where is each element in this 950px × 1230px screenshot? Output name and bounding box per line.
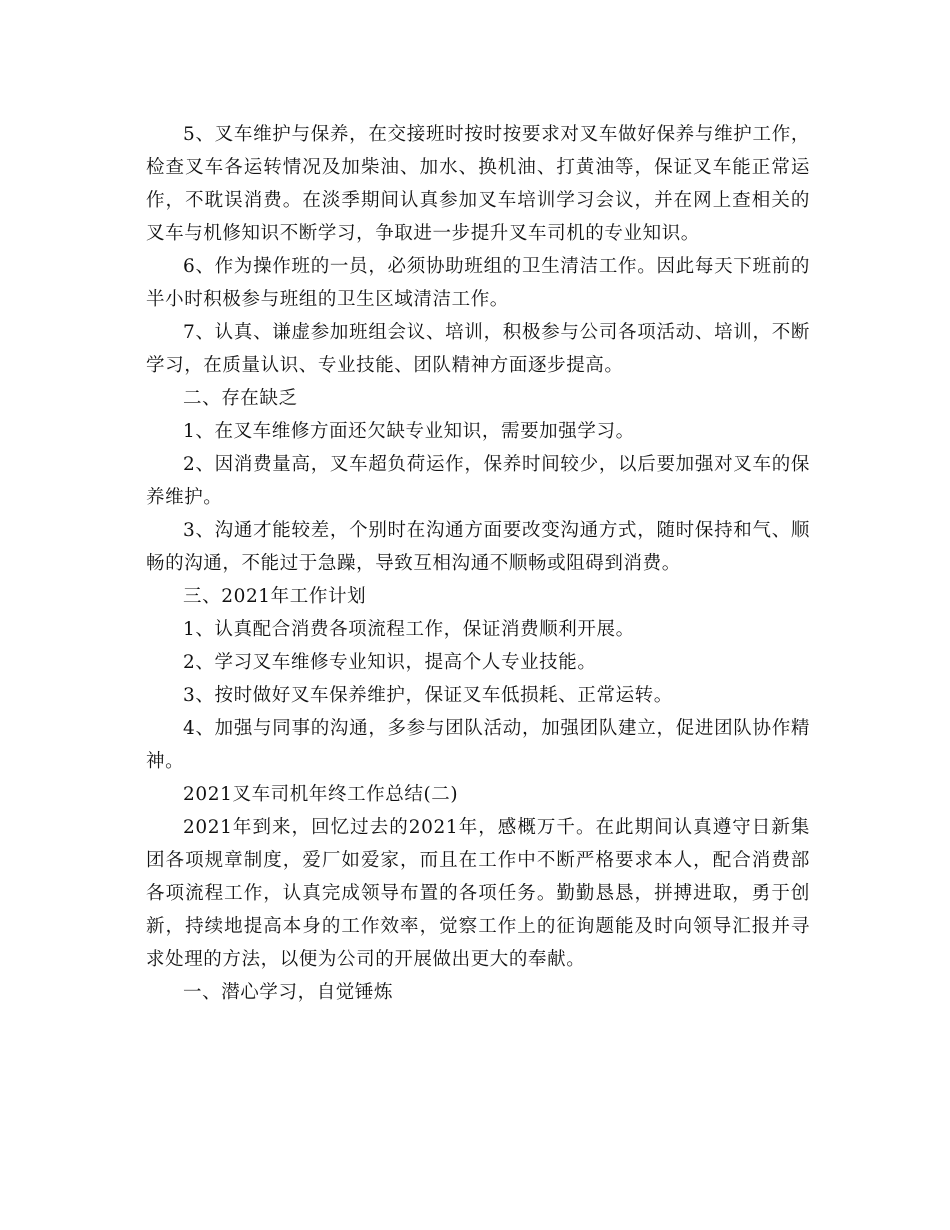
- paragraph-plan-1: 1、认真配合消费各项流程工作，保证消费顺利开展。: [183, 619, 635, 640]
- paragraph-intro: 2021年到来，回忆过去的2021年，感概万千。在此期间认真遵守日新集团各项规章制度，爱厂如爱家，而且在工作中不断严格要求本人，配合消费部各项流程工作，认真完成领导布置的各项任务。勤勤恳恳，拼搏进取，勇于创新，持续地提高本身的工作效率，觉察工作上的征询题能及时向领导汇报并寻求处理的方法，以便为公司的开展做出更大的奉献。: [146, 817, 810, 970]
- paragraph-maintenance: 5、叉车维护与保养，在交接班时按时按要求对叉车做好保养与维护工作，检查叉车各运转情况及加柴油、加水、换机油、打黄油等，保证叉车能正常运作，不耽误消费。在淡季期间认真参加叉车培训学习会议，并在网上查相关的叉车与机修知识不断学习，争取进一步提升叉车司机的专业知识。: [146, 124, 810, 244]
- paragraph-shortcoming-2: 2、因消费量高，叉车超负荷运作，保养时间较少，以后要加强对叉车的保养维护。: [146, 454, 810, 508]
- section-heading-shortcomings: 二、存在缺乏: [183, 388, 298, 409]
- paragraph-training: 7、认真、谦虚参加班组会议、培训，积极参与公司各项活动、培训，不断学习，在质量认识、专业技能、团队精神方面逐步提高。: [146, 322, 810, 376]
- paragraph-plan-4: 4、加强与同事的沟通，多参与团队活动，加强团队建立，促进团队协作精神。: [146, 718, 810, 772]
- paragraph-shortcoming-3: 3、沟通才能较差，个别时在沟通方面要改变沟通方式，随时保持和气、顺畅的沟通，不能过于急躁，导致互相沟通不顺畅或阻碍到消费。: [146, 520, 810, 574]
- paragraph-cleaning: 6、作为操作班的一员，必须协助班组的卫生清洁工作。因此每天下班前的半小时积极参与班组的卫生区域清洁工作。: [146, 256, 810, 310]
- document-subtitle: 2021叉车司机年终工作总结(二): [183, 784, 459, 805]
- section-heading-study: 一、潜心学习，自觉锤炼: [183, 982, 394, 1003]
- section-heading-work-plan: 三、2021年工作计划: [183, 586, 367, 607]
- paragraph-shortcoming-1: 1、在叉车维修方面还欠缺专业知识，需要加强学习。: [183, 421, 635, 442]
- paragraph-plan-3: 3、按时做好叉车保养维护，保证叉车低损耗、正常运转。: [183, 685, 673, 706]
- paragraph-plan-2: 2、学习叉车维修专业知识，提高个人专业技能。: [183, 652, 597, 673]
